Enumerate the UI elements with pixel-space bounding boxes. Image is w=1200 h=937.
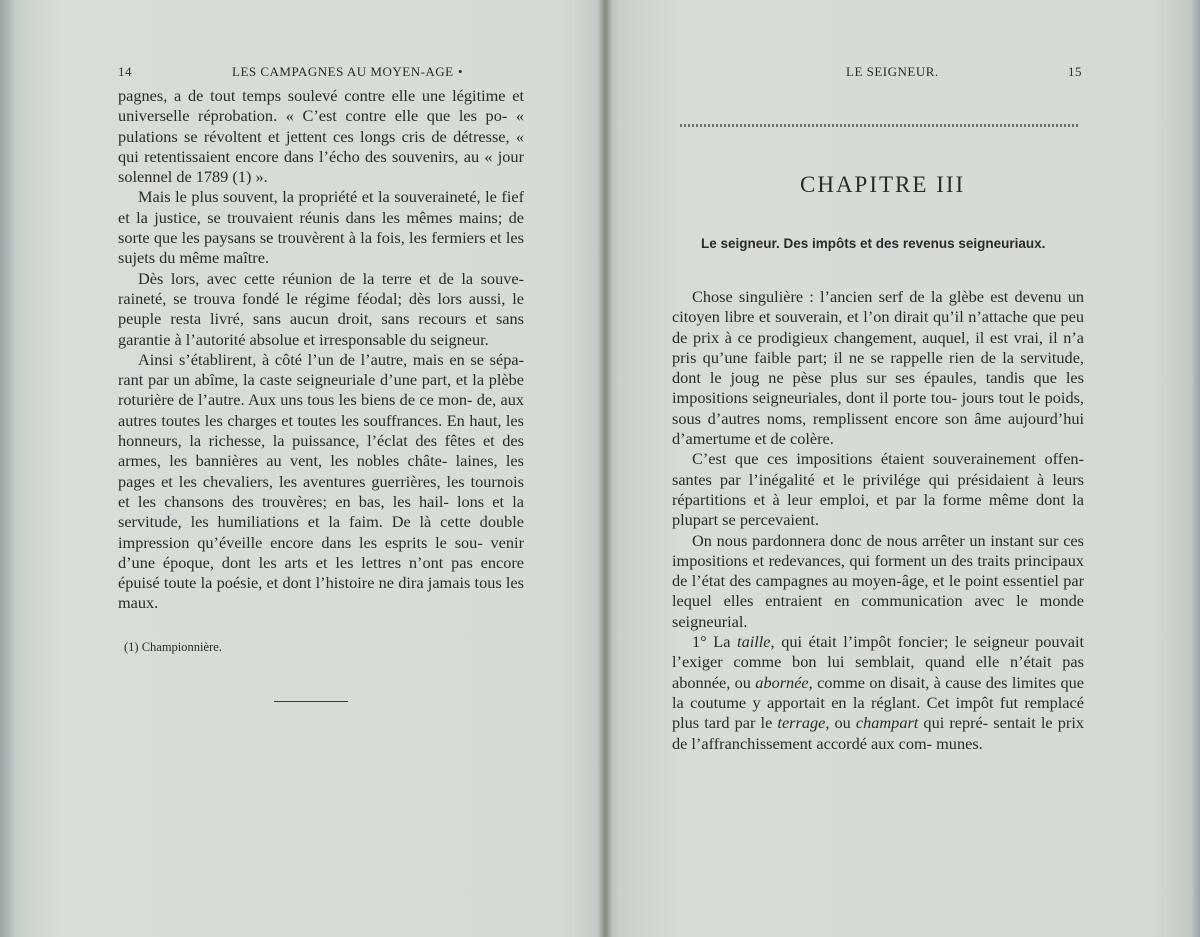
end-rule	[274, 701, 348, 702]
paragraph: Mais le plus souvent, la propriété et la souveraineté, le fief et la justice, se trouvaient réunis dans les mêmes mains; de sorte que les paysans se trouvèrent à la fois, les fermiers et les sujets du même maître.	[118, 187, 524, 268]
item-text: , qui était l’impôt foncier; le seigneur pouvait l’exiger comme bon lui semblait, quand elle n’était pas abonnée, ou	[672, 632, 1084, 692]
body-text	[672, 287, 1084, 754]
chapter-title: CHAPITRE III	[800, 172, 966, 197]
paragraph: pagnes, a de tout temps soulevé contre elle une légitime et universelle réprobation. « C’est contre elle que les po- « pulations se révoltent et jettent ces longs cris de détresse, « qui retentissaient encore dans l’écho des souvenirs, au « jour solennel de 1789 (1) ».	[118, 86, 524, 187]
paragraph: Dès lors, avec cette réunion de la terre et de la souve- raineté, se trouva fondé le régime féodal; dès lors aussi, le peuple resta livré, sans aucun droit, sans recours et sans garantie à l’autorité absolue et irresponsable du seigneur.	[118, 268, 524, 349]
running-head: LE SEIGNEUR.	[846, 64, 939, 79]
page-number: 14	[118, 64, 132, 79]
body-text	[118, 86, 524, 614]
running-head: LES CAMPAGNES AU MOYEN-AGE	[232, 64, 454, 79]
paragraph: C’est que ces impositions étaient souverainement offen- santes par l’inégalité et le privilége qui présidaient à leurs répartitions et à leur emploi, et par la forme même dont la plupart se percevaient.	[672, 449, 1084, 530]
item-text: qui repré- sentait le prix de l’affranchissement accordé aux com- munes.	[672, 713, 1084, 753]
page-number: 15	[1068, 64, 1082, 79]
italic-term: terrage	[777, 713, 826, 733]
footnote: (1) Championnière.	[124, 640, 222, 654]
paragraph: Chose singulière : l’ancien serf de la glèbe est devenu un citoyen libre et souverain, et l’on dirait qu’il n’attache que peu de prix à ce prodigieux changement, auquel, il est vrai, il n’a pris qu’une faible part; il ne se rappelle rien de la servitude, dont le joug ne pèse plus sur ses épaules, tandis que les impositions seigneuriales, dont il porte tou- jours tout le poids, sous d’autres noms, remplissent encore son âme aujourd’hui d’amertume et de colère.	[672, 287, 1084, 449]
ornamental-rule	[680, 124, 1078, 127]
italic-term: champart	[855, 713, 919, 733]
item-text: , comme on disait, à cause des limites que la coutume y apportait en la réglant. Cet impôt fut remplacé plus tard par le	[672, 672, 1084, 733]
item-text: 1° La	[692, 632, 738, 652]
paragraph: On nous pardonnera donc de nous arrêter un instant sur ces impositions et redevances, qui forment un des traits principaux de l’état des campagnes au moyen-âge, et le point essentiel par lequel elles entraient en communication avec le monde seigneurial.	[672, 530, 1084, 631]
item-text: , ou	[825, 713, 856, 733]
italic-term: abornée	[755, 672, 809, 692]
right-page	[612, 0, 1200, 937]
head-mark: •	[458, 64, 464, 79]
paragraph-item-1	[672, 632, 1084, 754]
paragraph: Ainsi s’établirent, à côté l’un de l’autre, mais en se sépa- rant par un abîme, la caste seigneuriale d’une part, et la plèbe roturière de l’autre. Aux uns tous les biens de ce mon- de, aux autres toutes les charges et toutes les souffrances. En haut, les honneurs, la richesse, la puissance, l’éclat des fêtes et des armes, les bannières au vent, les nobles châte- laines, les pages et les chevaliers, les aventures guerrières, les tournois et les chansons des trouvères; en bas, les hail- lons et la servitude, les humiliations et la faim. De là cette double impression qu’éveille encore dans les esprits le sou- venir d’une époque, dont les arts et les lettres n’ont pas encore épuisé toute la poésie, et dont l’histoire ne dira jamais tous les maux.	[118, 349, 524, 613]
book-gutter	[598, 0, 612, 937]
chapter-subtitle: Le seigneur. Des impôts et des revenus seigneuriaux.	[701, 236, 1046, 251]
italic-term: taille	[737, 632, 771, 652]
